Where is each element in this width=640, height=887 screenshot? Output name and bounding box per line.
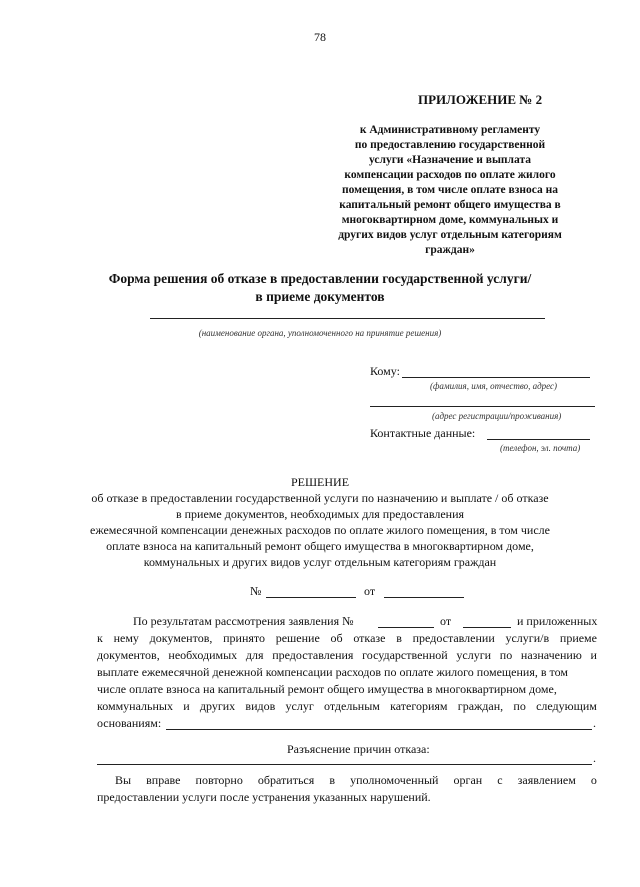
form-title-line-2: в приеме документов <box>255 289 385 304</box>
decision-number-label: № <box>250 584 262 598</box>
word: и <box>590 648 597 662</box>
body-line-7-label: основаниям: <box>97 716 162 730</box>
address-caption: (адрес регистрации/проживания) <box>432 411 562 421</box>
word: с <box>497 773 503 787</box>
appendix-reference <box>300 123 600 258</box>
word: решение <box>275 631 320 645</box>
grounds-period: . <box>593 716 596 730</box>
word: отдельным <box>323 699 380 713</box>
word: к <box>97 631 103 645</box>
word: других <box>199 699 236 713</box>
form-title <box>0 270 640 306</box>
recipient-name-line[interactable] <box>402 377 590 378</box>
word: обратиться <box>257 773 315 787</box>
body-line-5: числе оплате взноса на капитальный ремонт общего имущества в многоквартирном доме, <box>97 682 557 696</box>
recipient-name-caption: (фамилия, имя, отчество, адрес) <box>430 381 558 391</box>
word: для <box>245 648 264 662</box>
decision-number-line[interactable] <box>266 597 356 598</box>
decision-line-3: ежемесячной компенсации денежных расходов по оплате жилого помещения, в том числе <box>90 523 550 537</box>
word: повторно <box>195 773 243 787</box>
body-line-6 <box>97 699 597 714</box>
decision-date-label: от <box>364 584 376 598</box>
word: Вы <box>115 773 132 787</box>
appendix-line-6: капитальный ремонт общего имущества в <box>339 199 561 211</box>
body-line-3 <box>97 648 597 663</box>
word: следующим <box>536 699 597 713</box>
body-line-1-a: По результатам рассмотрения заявления № <box>133 614 354 628</box>
contacts-caption: (телефон, эл. почта) <box>500 443 581 453</box>
explanation-line[interactable] <box>97 764 592 765</box>
form-title-line-1: Форма решения об отказе в предоставлении государственной услуги/ <box>108 271 532 286</box>
word: уполномоченный <box>350 773 439 787</box>
word: предоставления <box>272 648 354 662</box>
word: о <box>590 773 597 787</box>
word: по <box>513 699 526 713</box>
contacts-line[interactable] <box>487 439 590 440</box>
word: орган <box>453 773 483 787</box>
word: назначению <box>520 648 582 662</box>
application-number-line[interactable] <box>378 627 434 628</box>
body-line-4: выплате ежемесячной денежной компенсации расходов по оплате жилого помещения, в том <box>97 665 568 679</box>
word: приеме <box>559 631 597 645</box>
closing-line-1 <box>115 773 597 788</box>
word: услуг <box>285 699 314 713</box>
word: принято <box>223 631 265 645</box>
organ-caption: (наименование органа, уполномоченного на принятие решения) <box>198 328 442 338</box>
word: об <box>330 631 343 645</box>
word: услуги <box>456 648 492 662</box>
decision-heading: РЕШЕНИЕ <box>290 475 350 489</box>
decision-line-4: оплате взноса на капитальный ремонт общего имущества в многоквартирном доме, <box>106 539 534 553</box>
body-line-1-c: и приложенных <box>517 614 598 628</box>
page-number: 78 <box>314 30 326 44</box>
appendix-line-9: граждан» <box>425 244 475 256</box>
word: категориям <box>390 699 448 713</box>
word: по <box>499 648 513 662</box>
decision-subject <box>0 490 640 570</box>
word: и <box>183 699 190 713</box>
appendix-line-7: многоквартирном доме, коммунальных и <box>341 214 559 226</box>
application-date-line[interactable] <box>463 627 511 628</box>
address-line[interactable] <box>370 406 595 407</box>
word: нему <box>113 631 139 645</box>
word: необходимых <box>168 648 238 662</box>
to-label: Кому: <box>370 364 400 378</box>
appendix-line-1: к Административному регламенту <box>359 124 541 136</box>
appendix-title: ПРИЛОЖЕНИЕ № 2 <box>418 92 543 107</box>
word: государственной <box>362 648 448 662</box>
word: заявлением <box>517 773 576 787</box>
appendix-line-5: помещения, в том числе оплате взноса на <box>342 184 558 196</box>
body-line-2 <box>97 631 597 646</box>
word: документов, <box>97 648 160 662</box>
contacts-label: Контактные данные: <box>370 426 476 440</box>
word: видов <box>245 699 276 713</box>
explanation-label: Разъяснение причин отказа: <box>287 742 430 756</box>
explanation-period: . <box>593 751 596 765</box>
word: отказе <box>353 631 386 645</box>
word: документов, <box>149 631 213 645</box>
body-line-1-b: от <box>440 614 452 628</box>
appendix-line-8: других видов услуг отдельным категориям <box>338 229 562 241</box>
word: коммунальных <box>97 699 173 713</box>
word: услуги/в <box>505 631 550 645</box>
appendix-line-3: услуги «Назначение и выплата <box>369 154 531 166</box>
decision-line-1: об отказе в предоставлении государственной услуги по назначению и выплате / об отказе <box>91 491 549 505</box>
word: вправе <box>146 773 181 787</box>
word: граждан, <box>457 699 504 713</box>
decision-line-5: коммунальных и других видов услуг отдельным категориям граждан <box>143 555 497 569</box>
decision-line-2: в приеме документов, необходимых для предоставления <box>175 507 465 521</box>
word: в <box>329 773 335 787</box>
grounds-line[interactable] <box>166 729 592 730</box>
appendix-line-2: по предоставлению государственной <box>354 139 546 151</box>
word: предоставлении <box>412 631 495 645</box>
word: в <box>396 631 402 645</box>
organ-name-line[interactable] <box>150 318 545 319</box>
appendix-line-4: компенсации расходов по оплате жилого <box>344 169 556 181</box>
decision-date-line[interactable] <box>384 597 464 598</box>
closing-line-2: предоставлении услуги после устранения указанных нарушений. <box>97 790 431 804</box>
